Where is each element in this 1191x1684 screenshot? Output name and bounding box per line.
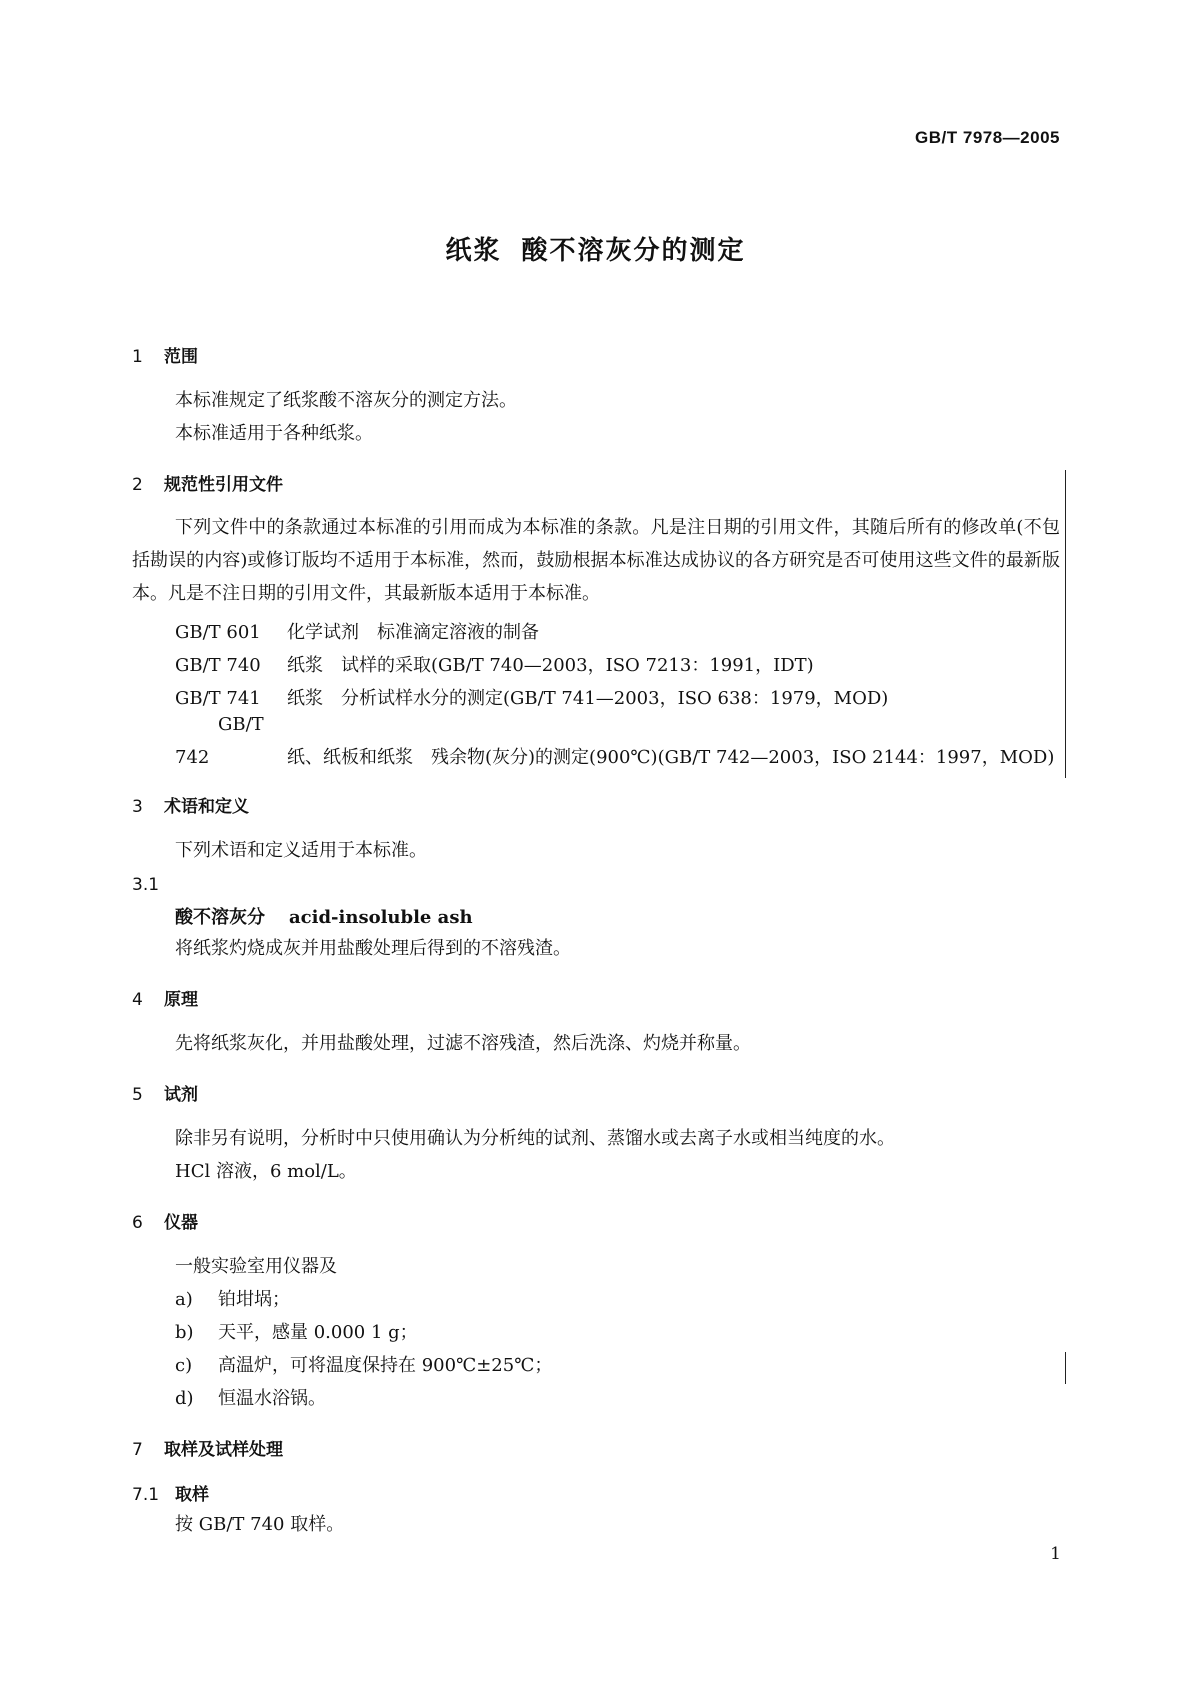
term-definition: 将纸浆灼烧成灰并用盐酸处理后得到的不溶残渣。 xyxy=(175,938,571,959)
subsection-number: 7.1 xyxy=(132,1485,160,1505)
section-1-heading xyxy=(132,342,198,367)
list-item-text: 铂坩埚； xyxy=(218,1289,290,1310)
section-number: 7 xyxy=(132,1440,143,1460)
subsection-title: 取样 xyxy=(175,1485,209,1505)
section-title: 试剂 xyxy=(164,1085,198,1105)
section-number: 4 xyxy=(132,990,143,1010)
paragraph: 先将纸浆灰化，并用盐酸处理，过滤不溶残渣，然后洗涤、灼烧并称量。 xyxy=(175,1033,751,1054)
section-number: 6 xyxy=(132,1213,143,1233)
section-title: 规范性引用文件 xyxy=(164,475,283,495)
list-item xyxy=(175,1384,326,1410)
reference-code: GB/T 601 xyxy=(175,622,261,643)
term-english: acid-insoluble ash xyxy=(289,907,473,928)
section-number: 1 xyxy=(132,347,143,367)
section-title: 原理 xyxy=(164,990,198,1010)
paragraph: HCl 溶液，6 mol/L。 xyxy=(175,1161,357,1182)
references-intro-paragraph: 下列文件中的条款通过本标准的引用而成为本标准的条款。凡是注日期的引用文件，其随后所有的修改单(不包括勘误的内容)或修订版均不适用于本标准，然而，鼓励根据本标准达成协议的各方研究是否可使用这些文件的最新版本。凡是不注日期的引用文件，其最新版本适用于本标准。 xyxy=(132,517,1060,604)
paragraph: 一般实验室用仪器及 xyxy=(175,1256,337,1277)
paragraph: 按 GB/T 740 取样。 xyxy=(175,1514,345,1535)
reference-item xyxy=(175,651,814,677)
reference-code: GB/T 740 xyxy=(175,655,261,676)
section-number: 2 xyxy=(132,475,143,495)
reference-text: 纸浆 分析试样水分的测定(GB/T 741—2003，ISO 638：1979，MOD) xyxy=(287,688,889,709)
document-title xyxy=(0,230,1191,267)
reference-item xyxy=(175,684,888,710)
list-item-label: b) xyxy=(175,1322,194,1343)
page-number: 1 xyxy=(1050,1544,1061,1564)
reference-text: 纸、纸板和纸浆 残余物(灰分)的测定(900℃)(GB/T 742—2003，ISO 2144：1997，MOD) xyxy=(287,747,1055,768)
paragraph: 除非另有说明，分析时中只使用确认为分析纯的试剂、蒸馏水或去离子水或相当纯度的水。 xyxy=(175,1128,895,1149)
section-7-heading xyxy=(132,1435,283,1460)
list-item-label: d) xyxy=(175,1388,194,1409)
section-2-heading xyxy=(132,470,283,495)
paragraph: 下列术语和定义适用于本标准。 xyxy=(175,840,427,861)
paragraph: 本标准适用于各种纸浆。 xyxy=(175,423,373,444)
reference-code: GB/T 742 xyxy=(175,714,264,768)
list-item xyxy=(175,1285,290,1311)
list-item-text: 天平，感量 0.000 1 g； xyxy=(218,1322,418,1343)
revision-bar xyxy=(1065,470,1066,778)
reference-item xyxy=(175,618,539,644)
section-5-heading xyxy=(132,1080,198,1105)
section-3-heading xyxy=(132,792,249,817)
revision-bar xyxy=(1065,1352,1066,1384)
section-title: 仪器 xyxy=(164,1213,198,1233)
reference-text: 纸浆 试样的采取(GB/T 740—2003，ISO 7213：1991，IDT) xyxy=(287,655,814,676)
term-chinese: 酸不溶灰分 xyxy=(175,907,265,928)
list-item-text: 恒温水浴锅。 xyxy=(218,1388,326,1409)
section-title: 取样及试样处理 xyxy=(164,1440,283,1460)
list-item xyxy=(175,1318,418,1344)
list-item-label: a) xyxy=(175,1289,193,1310)
section-title: 范围 xyxy=(164,347,198,367)
title-part-2: 酸不溶灰分的测定 xyxy=(521,236,746,266)
subsection-number: 3.1 xyxy=(132,875,160,895)
title-part-1: 纸浆 xyxy=(445,236,502,266)
section-6-heading xyxy=(132,1208,198,1233)
reference-text: 化学试剂 标准滴定溶液的制备 xyxy=(287,622,539,643)
list-item-label: c) xyxy=(175,1355,193,1376)
subsection-7-1-heading xyxy=(132,1480,209,1505)
section-number: 5 xyxy=(132,1085,143,1105)
section-title: 术语和定义 xyxy=(164,797,249,817)
reference-code: GB/T 741 xyxy=(175,688,261,709)
section-4-heading xyxy=(132,985,198,1010)
term-entry xyxy=(175,903,473,929)
paragraph: 本标准规定了纸浆酸不溶灰分的测定方法。 xyxy=(175,390,517,411)
reference-item xyxy=(132,708,1060,774)
section-number: 3 xyxy=(132,797,143,817)
list-item xyxy=(175,1351,552,1377)
list-item-text: 高温炉，可将温度保持在 900℃±25℃； xyxy=(218,1355,553,1376)
standard-number: GB/T 7978—2005 xyxy=(915,128,1060,147)
